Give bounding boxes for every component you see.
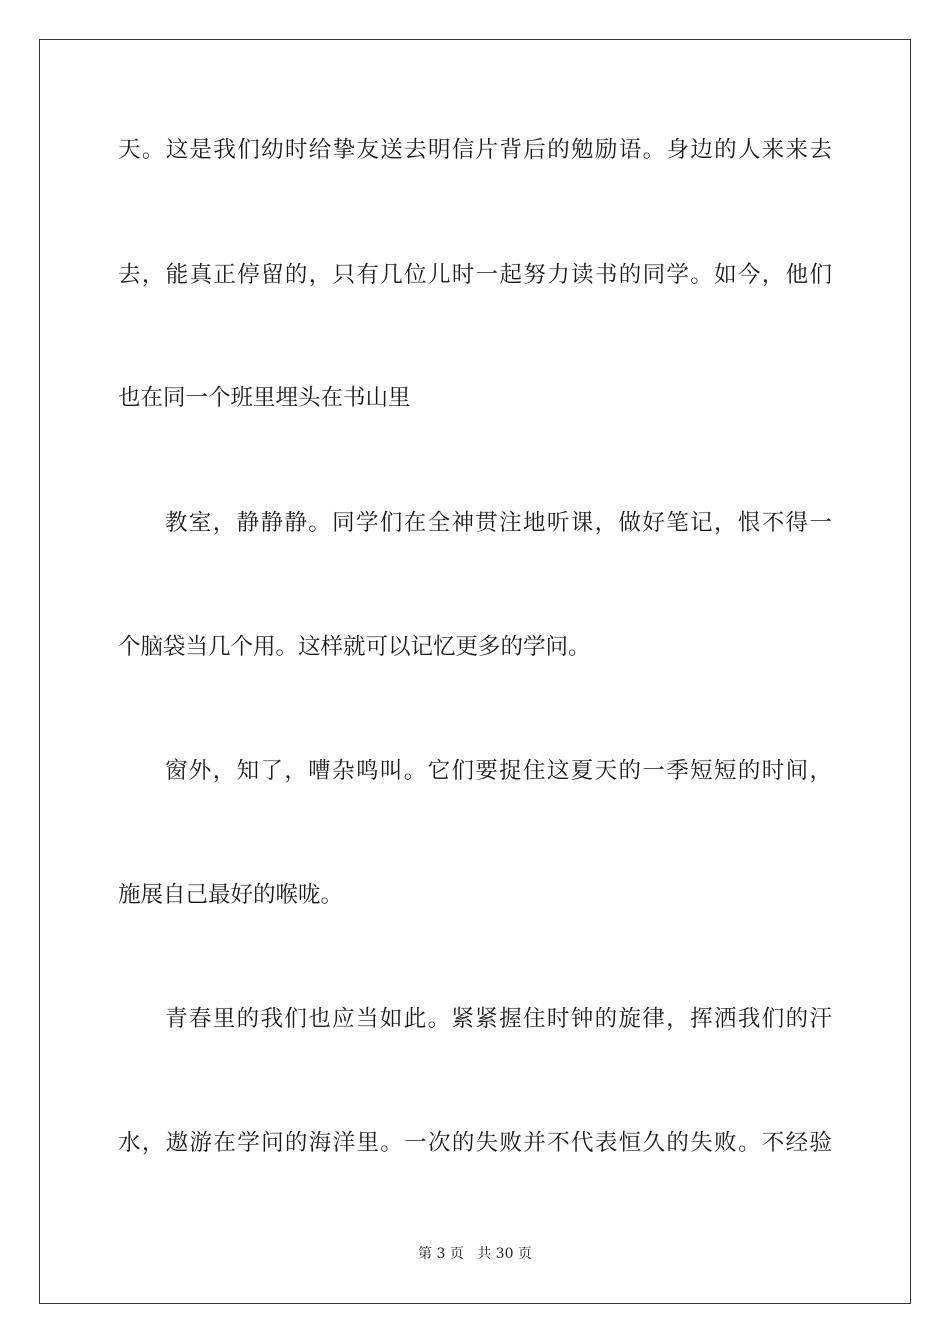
page-border (39, 39, 911, 1304)
body-text-line: 个脑袋当几个用。这样就可以记忆更多的学问。 (118, 634, 591, 660)
body-text-line: 水，遨游在学问的海洋里。一次的失败并不代表恒久的失败。不经验 (118, 1130, 832, 1156)
page-number: 第 3 页 (418, 1246, 464, 1262)
paragraph-first-line: 教室，静静静。同学们在全神贯注地听课，做好笔记，恨不得一 (165, 510, 832, 536)
total-pages: 共 30 页 (477, 1246, 532, 1262)
body-text-line: 去，能真正停留的，只有几位儿时一起努力读书的同学。如今，他们 (118, 262, 832, 288)
page-footer (0, 1244, 950, 1264)
body-text-line: 天。这是我们幼时给挚友送去明信片背后的勉励语。身边的人来来去 (118, 137, 832, 163)
paragraph-first-line: 窗外，知了，嘈杂鸣叫。它们要捉住这夏天的一季短短的时间， (165, 758, 832, 784)
body-text-line: 也在同一个班里埋头在书山里 (118, 385, 411, 411)
body-text-line: 施展自己最好的喉咙。 (118, 882, 344, 908)
footer-spacer (464, 1246, 477, 1262)
paragraph-first-line: 青春里的我们也应当如此。紧紧握住时钟的旋律，挥洒我们的汗 (165, 1006, 832, 1032)
